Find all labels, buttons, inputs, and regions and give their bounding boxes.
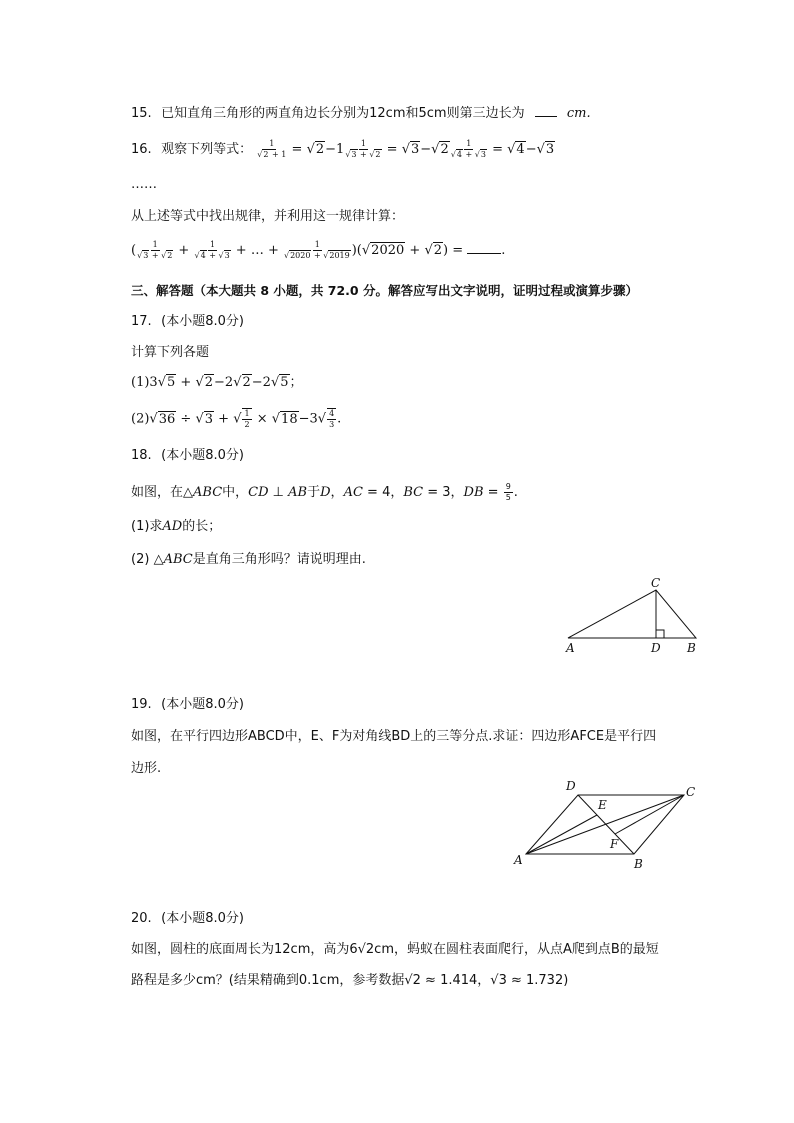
question-number: 15. bbox=[131, 106, 152, 121]
score-label: (本小题8.0分) bbox=[161, 448, 244, 463]
question-text: 已知直角三角形的两直角边长分别为12cm和5cm则第三边长为 bbox=[161, 106, 525, 121]
label-A: A bbox=[514, 853, 523, 867]
question-18-text: 如图，在△ABC中，CD ⊥ AB于D，AC = 4，BC = 3，DB = $\frac{9}{5}$ . bbox=[131, 482, 518, 502]
question-text: 观察下列等式： bbox=[161, 142, 253, 157]
triangle-figure bbox=[560, 574, 710, 658]
label-D: D bbox=[651, 641, 661, 655]
compute-expression: ( $\frac{1}{√3 + √2}$ + $\frac{1}{√4 + √3}$ + … + $\frac{1}{√2020 + √2019}$ )(√2020 + √2) = . bbox=[131, 240, 506, 260]
rule-text: 从上述等式中找出规律，并利用这一规律计算： bbox=[131, 209, 405, 224]
score-label: (本小题8.0分) bbox=[161, 314, 244, 329]
segment-fc bbox=[615, 795, 684, 834]
section-heading: 三、解答题（本大题共 8 小题，共 72.0 分。解答应写出文字说明，证明过程或演算步骤） bbox=[131, 283, 638, 298]
question-number: 17. bbox=[131, 314, 152, 329]
answer-blank bbox=[535, 104, 557, 117]
unit: cm. bbox=[566, 106, 591, 121]
score-label: (本小题8.0分) bbox=[161, 697, 244, 712]
label-C: C bbox=[651, 576, 661, 590]
question-17-part-2: (2)√36 ÷ √3 + √ $\frac{1}{2}$ × √18−3√ $\frac{4}{3}$ . bbox=[131, 409, 342, 429]
label-B: B bbox=[634, 857, 643, 871]
equation-sequence: $\frac{1}{√2 + 1}$ = √2−1 $\frac{1}{√3 + √2}$ = √3−√2 $\frac{1}{√4 + √3}$ = √4−√3 bbox=[257, 139, 555, 159]
label-F: F bbox=[610, 837, 619, 851]
question-18-part-1: (1)求AD的长； bbox=[131, 519, 222, 534]
question-20-text-1: 如图，圆柱的底面周长为12cm，高为6√2cm，蚂蚁在圆柱表面爬行，从点A爬到点B的最短 bbox=[131, 942, 659, 957]
triangle-abc bbox=[568, 590, 696, 638]
right-angle-mark bbox=[656, 630, 664, 638]
segment-ae bbox=[526, 815, 597, 854]
label-C: C bbox=[686, 785, 696, 799]
question-18-header bbox=[131, 447, 244, 465]
label-D: D bbox=[566, 779, 576, 793]
label-E: E bbox=[598, 798, 607, 812]
question-number: 16. bbox=[131, 142, 152, 157]
label-B: B bbox=[687, 641, 696, 655]
question-17-intro: 计算下列各题 bbox=[131, 345, 210, 360]
question-19-header bbox=[131, 696, 244, 714]
score-label: (本小题8.0分) bbox=[161, 911, 244, 926]
question-number: 18. bbox=[131, 448, 152, 463]
question-19-text-2: 边形. bbox=[131, 761, 162, 776]
question-16 bbox=[131, 139, 555, 160]
ellipsis: …… bbox=[131, 177, 157, 192]
question-number: 20. bbox=[131, 911, 152, 926]
question-20-header bbox=[131, 910, 244, 928]
question-19-text-1: 如图，在平行四边形ABCD中，E、F为对角线BD上的三等分点.求证：四边形AFCE是平行四 bbox=[131, 729, 657, 744]
question-18-part-2: (2) △ABC是直角三角形吗？请说明理由. bbox=[131, 552, 366, 567]
question-17-header bbox=[131, 313, 244, 331]
question-20-text-2: 路程是多少cm？(结果精确到0.1cm，参考数据√2 ≈ 1.414，√3 ≈ 1.732) bbox=[131, 973, 569, 988]
label-A: A bbox=[566, 641, 575, 655]
question-15 bbox=[131, 104, 591, 123]
question-17-part-1: (1)3√5 + √2−2√2−2√5； bbox=[131, 375, 303, 390]
parallelogram-figure bbox=[510, 778, 710, 872]
question-number: 19. bbox=[131, 697, 152, 712]
